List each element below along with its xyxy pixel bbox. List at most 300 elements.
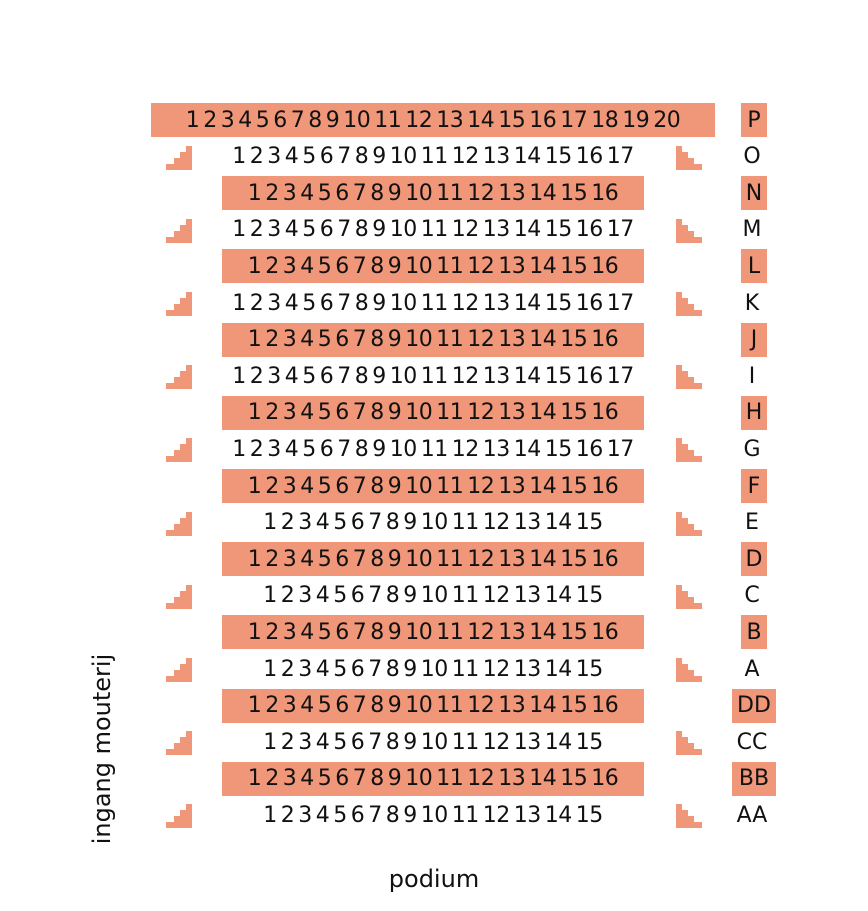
seat-number[interactable]: 7	[352, 693, 367, 719]
seat-number[interactable]: 13	[498, 180, 526, 206]
seat-number[interactable]: 4	[284, 217, 299, 243]
seat-number[interactable]: 14	[544, 510, 572, 536]
seat-number[interactable]: 6	[335, 327, 349, 353]
seat-number[interactable]: 10	[389, 436, 417, 462]
seat-number[interactable]: 6	[350, 583, 365, 609]
seat-number[interactable]: 7	[352, 619, 367, 645]
seat-number[interactable]: 3	[298, 729, 312, 755]
seat-number[interactable]: 13	[513, 510, 541, 536]
seat-number[interactable]: 19	[622, 107, 650, 133]
seat-number[interactable]: 5	[255, 107, 270, 133]
seat-number[interactable]: 2	[280, 583, 295, 609]
seat-number[interactable]: 13	[482, 363, 510, 389]
seat-number[interactable]: 2	[249, 144, 264, 170]
seat-number[interactable]: 14	[529, 400, 557, 426]
seat-number[interactable]: 1	[185, 107, 200, 133]
seat-number[interactable]: 6	[319, 436, 334, 462]
seat-number[interactable]: 12	[482, 802, 510, 828]
seat-number[interactable]: 4	[300, 400, 314, 426]
seat-number[interactable]: 2	[265, 473, 279, 499]
seat-number[interactable]: 2	[265, 619, 279, 645]
seat-number[interactable]: 18	[591, 107, 619, 133]
seat-number[interactable]: 15	[560, 546, 588, 572]
seat-number[interactable]: 9	[403, 510, 417, 536]
seat-number[interactable]: 4	[315, 583, 330, 609]
seat-number[interactable]: 5	[317, 766, 332, 792]
seat-number[interactable]: 2	[249, 436, 264, 462]
seat-number[interactable]: 16	[591, 180, 619, 206]
seat-number[interactable]: 10	[389, 217, 417, 243]
seat-number[interactable]: 16	[575, 363, 603, 389]
seat-number[interactable]: 3	[267, 290, 281, 316]
seat-number[interactable]: 5	[302, 363, 316, 389]
seat-number[interactable]: 16	[575, 436, 603, 462]
seat-number[interactable]: 16	[591, 766, 619, 792]
seat-number[interactable]: 15	[560, 473, 588, 499]
seat-number[interactable]: 4	[315, 802, 330, 828]
seat-number[interactable]: 11	[436, 766, 464, 792]
seat-number[interactable]: 14	[544, 656, 572, 682]
seat-number[interactable]: 11	[451, 802, 479, 828]
seat-number[interactable]: 15	[544, 217, 572, 243]
seat-number[interactable]: 9	[403, 802, 417, 828]
seat-number[interactable]: 1	[247, 253, 262, 279]
seat-number[interactable]: 12	[467, 546, 495, 572]
seat-number[interactable]: 6	[350, 802, 365, 828]
seat-number[interactable]: 2	[265, 180, 279, 206]
seat-number[interactable]: 10	[405, 253, 433, 279]
seat-number[interactable]: 16	[591, 473, 619, 499]
seat-number[interactable]: 13	[498, 619, 526, 645]
seat-number[interactable]: 12	[482, 729, 510, 755]
seat-number[interactable]: 2	[265, 766, 279, 792]
seat-number[interactable]: 14	[529, 180, 557, 206]
seat-number[interactable]: 13	[498, 546, 526, 572]
seat-number[interactable]: 9	[403, 729, 417, 755]
seat-number[interactable]: 12	[482, 583, 510, 609]
seat-number[interactable]: 11	[374, 107, 402, 133]
seat-number[interactable]: 16	[591, 253, 619, 279]
seat-number[interactable]: 16	[575, 144, 603, 170]
seat-number[interactable]: 4	[300, 766, 314, 792]
seat-number[interactable]: 6	[273, 107, 287, 133]
seat-number[interactable]: 15	[560, 253, 588, 279]
seat-number[interactable]: 16	[529, 107, 557, 133]
seat-number[interactable]: 12	[405, 107, 433, 133]
seat-number[interactable]: 5	[333, 729, 347, 755]
seat-number[interactable]: 5	[333, 802, 347, 828]
seat-number[interactable]: 9	[372, 217, 386, 243]
seat-number[interactable]: 6	[350, 656, 365, 682]
seat-number[interactable]: 11	[436, 546, 464, 572]
seat-number[interactable]: 15	[544, 144, 572, 170]
seat-number[interactable]: 9	[387, 473, 402, 499]
seat-number[interactable]: 3	[298, 656, 312, 682]
seat-number[interactable]: 12	[467, 180, 495, 206]
seat-number[interactable]: 6	[335, 180, 349, 206]
seat-number[interactable]: 1	[263, 802, 277, 828]
seat-number[interactable]: 10	[405, 180, 433, 206]
seat-number[interactable]: 7	[337, 290, 351, 316]
seat-number[interactable]: 13	[482, 436, 510, 462]
seat-number[interactable]: 10	[420, 583, 448, 609]
seat-number[interactable]: 13	[513, 802, 541, 828]
seat-number[interactable]: 9	[372, 290, 386, 316]
seat-number[interactable]: 4	[238, 107, 252, 133]
seat-number[interactable]: 15	[575, 510, 603, 536]
seat-number[interactable]: 8	[370, 327, 384, 353]
seat-number[interactable]: 2	[280, 510, 295, 536]
seat-number[interactable]: 2	[265, 327, 279, 353]
seat-number[interactable]: 14	[529, 473, 557, 499]
seat-number[interactable]: 13	[498, 400, 526, 426]
seat-number[interactable]: 12	[451, 144, 479, 170]
seat-number[interactable]: 11	[451, 729, 479, 755]
seat-number[interactable]: 11	[420, 290, 448, 316]
seat-number[interactable]: 4	[315, 510, 330, 536]
seat-number[interactable]: 3	[298, 802, 312, 828]
seat-number[interactable]: 13	[513, 583, 541, 609]
seat-number[interactable]: 8	[385, 656, 400, 682]
seat-number[interactable]: 3	[282, 766, 297, 792]
seat-number[interactable]: 14	[467, 107, 495, 133]
seat-number[interactable]: 1	[247, 693, 262, 719]
seat-number[interactable]: 2	[249, 363, 264, 389]
seat-number[interactable]: 9	[387, 400, 402, 426]
seat-number[interactable]: 15	[575, 656, 603, 682]
seat-number[interactable]: 12	[467, 253, 495, 279]
seat-number[interactable]: 4	[284, 290, 299, 316]
seat-number[interactable]: 10	[420, 510, 448, 536]
seat-number[interactable]: 2	[280, 802, 295, 828]
seat-number[interactable]: 6	[350, 510, 365, 536]
seat-number[interactable]: 13	[498, 766, 526, 792]
seat-number[interactable]: 6	[319, 144, 334, 170]
seat-number[interactable]: 5	[333, 656, 347, 682]
seat-number[interactable]: 15	[544, 436, 572, 462]
seat-number[interactable]: 15	[575, 802, 603, 828]
seat-number[interactable]: 5	[317, 693, 332, 719]
seat-number[interactable]: 5	[333, 510, 347, 536]
seat-number[interactable]: 5	[317, 400, 332, 426]
seat-number[interactable]: 1	[247, 473, 262, 499]
seat-number[interactable]: 11	[451, 656, 479, 682]
seat-number[interactable]: 17	[606, 290, 634, 316]
seat-number[interactable]: 13	[436, 107, 464, 133]
seat-number[interactable]: 12	[451, 363, 479, 389]
seat-number[interactable]: 13	[498, 473, 526, 499]
seat-number[interactable]: 2	[203, 107, 217, 133]
seat-number[interactable]: 11	[436, 400, 464, 426]
seat-number[interactable]: 7	[337, 217, 351, 243]
seat-number[interactable]: 14	[529, 327, 557, 353]
seat-number[interactable]: 14	[529, 546, 557, 572]
seat-number[interactable]: 16	[575, 290, 603, 316]
seat-number[interactable]: 10	[405, 327, 433, 353]
seat-number[interactable]: 11	[420, 363, 448, 389]
seat-number[interactable]: 11	[451, 583, 479, 609]
seat-number[interactable]: 1	[232, 144, 246, 170]
seat-number[interactable]: 17	[606, 363, 634, 389]
seat-number[interactable]: 6	[335, 253, 349, 279]
seat-number[interactable]: 11	[420, 144, 448, 170]
seat-number[interactable]: 4	[315, 729, 330, 755]
seat-number[interactable]: 14	[513, 217, 541, 243]
seat-number[interactable]: 15	[575, 583, 603, 609]
seat-number[interactable]: 5	[317, 619, 332, 645]
seat-number[interactable]: 2	[280, 656, 295, 682]
seat-number[interactable]: 3	[282, 400, 297, 426]
seat-number[interactable]: 16	[591, 693, 619, 719]
seat-number[interactable]: 14	[529, 619, 557, 645]
seat-number[interactable]: 3	[282, 546, 297, 572]
seat-number[interactable]: 14	[513, 363, 541, 389]
seat-number[interactable]: 14	[529, 693, 557, 719]
seat-number[interactable]: 1	[232, 290, 246, 316]
seat-number[interactable]: 7	[337, 144, 351, 170]
seat-number[interactable]: 9	[387, 180, 402, 206]
seat-number[interactable]: 4	[284, 436, 299, 462]
seat-number[interactable]: 13	[482, 217, 510, 243]
seat-number[interactable]: 15	[544, 363, 572, 389]
seat-number[interactable]: 13	[482, 290, 510, 316]
seat-number[interactable]: 16	[591, 327, 619, 353]
seat-number[interactable]: 4	[300, 327, 314, 353]
seat-number[interactable]: 1	[247, 400, 262, 426]
seat-number[interactable]: 4	[300, 180, 314, 206]
seat-number[interactable]: 3	[282, 473, 297, 499]
seat-number[interactable]: 10	[405, 766, 433, 792]
seat-number[interactable]: 12	[467, 766, 495, 792]
seat-number[interactable]: 6	[335, 473, 349, 499]
seat-number[interactable]: 12	[482, 510, 510, 536]
seat-number[interactable]: 2	[265, 546, 279, 572]
seat-number[interactable]: 11	[420, 217, 448, 243]
seat-number[interactable]: 9	[372, 436, 386, 462]
seat-number[interactable]: 7	[368, 729, 382, 755]
seat-number[interactable]: 13	[482, 144, 510, 170]
seat-number[interactable]: 4	[300, 693, 314, 719]
seat-number[interactable]: 12	[451, 217, 479, 243]
seat-number[interactable]: 5	[302, 436, 316, 462]
seat-number[interactable]: 3	[267, 144, 281, 170]
seat-number[interactable]: 9	[403, 656, 417, 682]
seat-number[interactable]: 3	[267, 436, 281, 462]
seat-number[interactable]: 7	[368, 510, 382, 536]
seat-number[interactable]: 10	[343, 107, 371, 133]
seat-number[interactable]: 14	[544, 802, 572, 828]
seat-number[interactable]: 7	[337, 436, 351, 462]
seat-number[interactable]: 1	[247, 619, 262, 645]
seat-number[interactable]: 2	[265, 400, 279, 426]
seat-number[interactable]: 8	[354, 217, 369, 243]
seat-number[interactable]: 6	[335, 546, 349, 572]
seat-number[interactable]: 5	[317, 253, 332, 279]
seat-number[interactable]: 5	[317, 473, 332, 499]
seat-number[interactable]: 3	[282, 693, 297, 719]
seat-number[interactable]: 4	[300, 473, 314, 499]
seat-number[interactable]: 14	[544, 729, 572, 755]
seat-number[interactable]: 15	[560, 180, 588, 206]
seat-number[interactable]: 4	[284, 144, 299, 170]
seat-number[interactable]: 8	[370, 766, 384, 792]
seat-number[interactable]: 8	[354, 436, 369, 462]
seat-number[interactable]: 8	[370, 400, 384, 426]
seat-number[interactable]: 15	[560, 766, 588, 792]
seat-number[interactable]: 12	[482, 656, 510, 682]
seat-number[interactable]: 15	[575, 729, 603, 755]
seat-number[interactable]: 6	[335, 766, 349, 792]
seat-number[interactable]: 9	[372, 144, 386, 170]
seat-number[interactable]: 1	[232, 436, 246, 462]
seat-number[interactable]: 11	[436, 473, 464, 499]
seat-number[interactable]: 8	[354, 290, 369, 316]
seat-number[interactable]: 7	[352, 253, 367, 279]
seat-number[interactable]: 3	[267, 363, 281, 389]
seat-number[interactable]: 12	[467, 400, 495, 426]
seat-number[interactable]: 14	[513, 290, 541, 316]
seat-number[interactable]: 9	[325, 107, 340, 133]
seat-number[interactable]: 11	[436, 180, 464, 206]
seat-number[interactable]: 11	[451, 510, 479, 536]
seat-number[interactable]: 10	[405, 473, 433, 499]
seat-number[interactable]: 14	[513, 144, 541, 170]
seat-number[interactable]: 2	[265, 693, 279, 719]
seat-number[interactable]: 6	[319, 217, 334, 243]
seat-number[interactable]: 10	[405, 400, 433, 426]
seat-number[interactable]: 15	[560, 400, 588, 426]
seat-number[interactable]: 13	[513, 729, 541, 755]
seat-number[interactable]: 3	[267, 217, 281, 243]
seat-number[interactable]: 9	[387, 766, 402, 792]
seat-number[interactable]: 11	[420, 436, 448, 462]
seat-number[interactable]: 5	[302, 217, 316, 243]
seat-number[interactable]: 16	[591, 619, 619, 645]
seat-number[interactable]: 5	[317, 180, 332, 206]
seat-number[interactable]: 10	[420, 729, 448, 755]
seat-number[interactable]: 8	[370, 619, 384, 645]
seat-number[interactable]: 6	[350, 729, 365, 755]
seat-number[interactable]: 13	[513, 656, 541, 682]
seat-number[interactable]: 8	[370, 473, 384, 499]
seat-number[interactable]: 11	[436, 693, 464, 719]
seat-number[interactable]: 16	[575, 217, 603, 243]
seat-number[interactable]: 1	[247, 327, 262, 353]
seat-number[interactable]: 1	[263, 583, 277, 609]
seat-number[interactable]: 11	[436, 619, 464, 645]
seat-number[interactable]: 11	[436, 253, 464, 279]
seat-number[interactable]: 14	[544, 583, 572, 609]
seat-number[interactable]: 1	[263, 656, 277, 682]
seat-number[interactable]: 8	[385, 583, 400, 609]
seat-number[interactable]: 7	[352, 766, 367, 792]
seat-number[interactable]: 7	[368, 802, 382, 828]
seat-number[interactable]: 6	[335, 693, 349, 719]
seat-number[interactable]: 8	[354, 363, 369, 389]
seat-number[interactable]: 2	[280, 729, 295, 755]
seat-number[interactable]: 1	[263, 510, 277, 536]
seat-number[interactable]: 6	[335, 400, 349, 426]
seat-number[interactable]: 17	[606, 217, 634, 243]
seat-number[interactable]: 7	[290, 107, 305, 133]
seat-number[interactable]: 8	[385, 802, 400, 828]
seat-number[interactable]: 6	[319, 290, 334, 316]
seat-number[interactable]: 8	[385, 729, 400, 755]
seat-number[interactable]: 6	[335, 619, 349, 645]
seat-number[interactable]: 9	[387, 253, 402, 279]
seat-number[interactable]: 16	[591, 546, 619, 572]
seat-number[interactable]: 10	[405, 693, 433, 719]
seat-number[interactable]: 3	[282, 327, 297, 353]
seat-number[interactable]: 12	[467, 327, 495, 353]
seat-number[interactable]: 5	[302, 144, 316, 170]
seat-number[interactable]: 2	[249, 217, 264, 243]
seat-number[interactable]: 7	[352, 327, 367, 353]
seat-number[interactable]: 15	[560, 619, 588, 645]
seat-number[interactable]: 10	[405, 546, 433, 572]
seat-number[interactable]: 4	[300, 546, 314, 572]
seat-number[interactable]: 10	[389, 144, 417, 170]
seat-number[interactable]: 3	[282, 180, 297, 206]
seat-number[interactable]: 1	[247, 546, 262, 572]
seat-number[interactable]: 8	[370, 693, 384, 719]
seat-number[interactable]: 8	[385, 510, 400, 536]
seat-number[interactable]: 12	[467, 693, 495, 719]
seat-number[interactable]: 3	[298, 510, 312, 536]
seat-number[interactable]: 1	[232, 363, 246, 389]
seat-number[interactable]: 2	[249, 290, 264, 316]
seat-number[interactable]: 15	[544, 290, 572, 316]
seat-number[interactable]: 12	[467, 619, 495, 645]
seat-number[interactable]: 3	[282, 619, 297, 645]
seat-number[interactable]: 10	[389, 363, 417, 389]
seat-number[interactable]: 15	[498, 107, 526, 133]
seat-number[interactable]: 4	[300, 619, 314, 645]
seat-number[interactable]: 3	[220, 107, 235, 133]
seat-number[interactable]: 15	[560, 327, 588, 353]
seat-number[interactable]: 12	[451, 290, 479, 316]
seat-number[interactable]: 8	[354, 144, 369, 170]
seat-number[interactable]: 14	[529, 766, 557, 792]
seat-number[interactable]: 7	[352, 180, 367, 206]
seat-number[interactable]: 9	[387, 546, 402, 572]
seat-number[interactable]: 11	[436, 327, 464, 353]
seat-number[interactable]: 17	[606, 436, 634, 462]
seat-number[interactable]: 6	[319, 363, 334, 389]
seat-number[interactable]: 10	[389, 290, 417, 316]
seat-number[interactable]: 10	[420, 802, 448, 828]
seat-number[interactable]: 7	[368, 583, 382, 609]
seat-number[interactable]: 9	[387, 327, 402, 353]
seat-number[interactable]: 16	[591, 400, 619, 426]
seat-number[interactable]: 5	[317, 327, 332, 353]
seat-number[interactable]: 9	[387, 619, 402, 645]
seat-number[interactable]: 7	[352, 473, 367, 499]
seat-number[interactable]: 4	[315, 656, 330, 682]
seat-number[interactable]: 10	[405, 619, 433, 645]
seat-number[interactable]: 13	[498, 253, 526, 279]
seat-number[interactable]: 17	[606, 144, 634, 170]
seat-number[interactable]: 8	[370, 546, 384, 572]
seat-number[interactable]: 8	[370, 180, 384, 206]
seat-number[interactable]: 5	[317, 546, 332, 572]
seat-number[interactable]: 12	[467, 473, 495, 499]
seat-number[interactable]: 15	[560, 693, 588, 719]
seat-number[interactable]: 8	[370, 253, 384, 279]
seat-number[interactable]: 13	[498, 327, 526, 353]
seat-number[interactable]: 17	[560, 107, 588, 133]
seat-number[interactable]: 7	[352, 546, 367, 572]
